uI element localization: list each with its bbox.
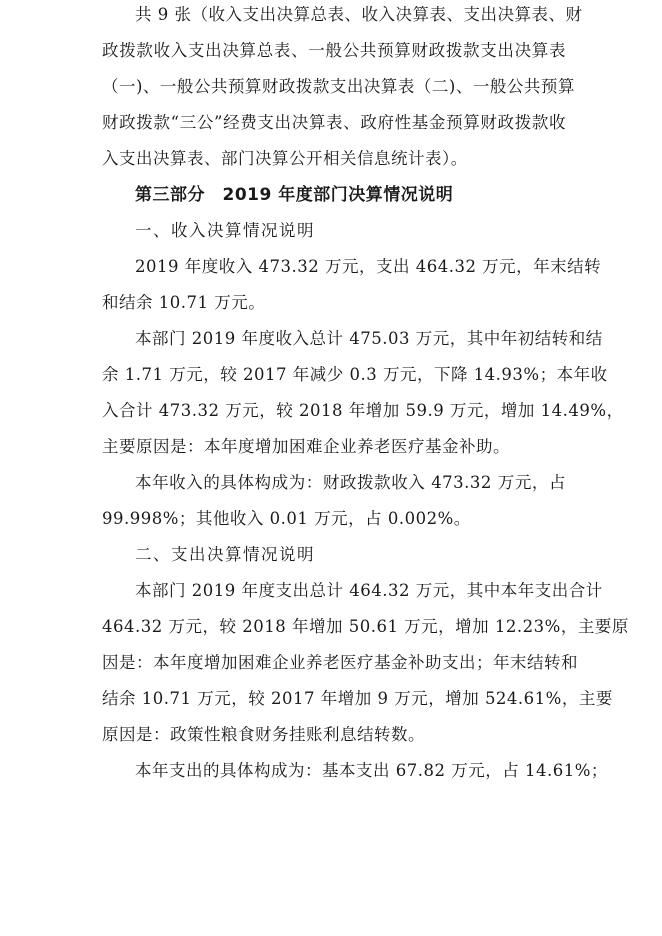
section1-para3-line-1: 本年收入的具体构成为：财政拨款收入 473.32 万元，占 (135, 473, 566, 492)
intro-line-3: （一)、一般公共预算财政拨款支出决算表（二)、一般公共预算 (102, 77, 575, 96)
section1-para2-line-3: 入合计 473.32 万元，较 2018 年增加 59.9 万元，增加 14.49%， (102, 401, 624, 420)
part3-heading: 第三部分 2019 年度部门决算情况说明 (135, 185, 454, 205)
section2-para1-line-3: 因是：本年度增加困难企业养老医疗基金补助支出；年末结转和 (102, 653, 578, 672)
intro-line-1: 共 9 张（收入支出决算总表、收入决算表、支出决算表、财 (135, 5, 583, 24)
section1-para2-line-2: 余 1.71 万元，较 2017 年减少 0.3 万元，下降 14.93%；本年收 (102, 365, 608, 384)
section1-para1-line-1: 2019 年度收入 473.32 万元，支出 464.32 万元，年末结转 (135, 257, 602, 276)
section2-para1-line-1: 本部门 2019 年度支出总计 464.32 万元，其中本年支出合计 (135, 581, 603, 600)
section1-para1-line-2: 和结余 10.71 万元。 (102, 293, 266, 312)
intro-line-2: 政拨款收入支出决算总表、一般公共预算财政拨款支出决算表 (102, 41, 566, 60)
section2-para1-line-4: 结余 10.71 万元，较 2017 年增加 9 万元，增加 524.61%，主要 (102, 689, 613, 708)
intro-line-4: 财政拨款“三公”经费支出决算表、政府性基金预算财政拨款收 (102, 113, 566, 132)
section1-para3-line-2: 99.998%；其他收入 0.01 万元，占 0.002%。 (102, 509, 471, 528)
section2-para2-line-1: 本年支出的具体构成为：基本支出 67.82 万元，占 14.61%； (135, 761, 608, 780)
section2-para1-line-2: 464.32 万元，较 2018 年增加 50.61 万元，增加 12.23%，主要原 (102, 617, 629, 636)
section1-heading: 一、收入决算情况说明 (135, 221, 315, 240)
section2-heading: 二、支出决算情况说明 (135, 545, 315, 564)
section1-para2-line-1: 本部门 2019 年度收入总计 475.03 万元，其中年初结转和结 (135, 329, 603, 348)
section1-para2-line-4: 主要原因是：本年度增加困难企业养老医疗基金补助。 (102, 437, 510, 456)
section2-para1-line-5: 原因是：政策性粮食财务挂账利息结转数。 (102, 725, 425, 744)
intro-line-5: 入支出决算表、部门决算公开相关信息统计表）。 (102, 149, 468, 168)
